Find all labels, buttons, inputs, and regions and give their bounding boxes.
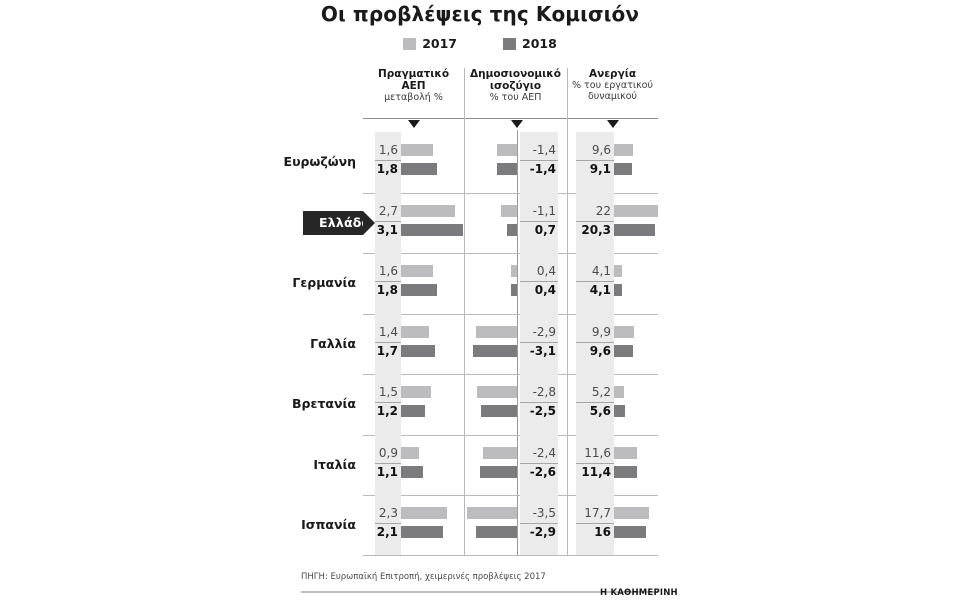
value-underline	[576, 221, 614, 222]
value-fiscal-2017: -2,8	[532, 385, 556, 399]
bar-gdp-2018	[401, 405, 425, 417]
cell-gdp	[363, 253, 464, 314]
value-gdp-2018: 3,1	[376, 222, 398, 237]
bar-fiscal-2018	[497, 163, 517, 175]
legend-label-2017: 2017	[422, 36, 457, 51]
value-underline	[576, 342, 614, 343]
bar-fiscal-2018	[511, 284, 517, 296]
value-gdp-2018: 1,2	[376, 404, 398, 418]
bar-fiscal-2017	[476, 326, 517, 338]
bar-unemp-2017	[614, 386, 624, 398]
value-fiscal-2017: -1,1	[532, 203, 556, 218]
value-underline	[375, 463, 401, 464]
table-row	[363, 193, 658, 254]
value-gdp-2018: 1,8	[376, 162, 398, 176]
value-gdp-2018: 2,1	[376, 525, 398, 539]
row-label: Γαλλία	[310, 335, 356, 351]
table-row	[363, 495, 658, 556]
value-unemp-2017: 17,7	[584, 506, 611, 520]
source-note: ΠΗΓΗ: Ευρωπαϊκή Επιτροπή, χειμερινές προβλέψεις 2017	[301, 572, 546, 582]
bar-fiscal-2017	[511, 265, 517, 277]
row-label: Ιταλία	[313, 456, 356, 472]
legend-label-2018: 2018	[522, 36, 557, 51]
value-fiscal-2017: -2,4	[532, 445, 556, 460]
value-fiscal-2017: -2,9	[532, 324, 556, 339]
value-underline	[520, 281, 558, 282]
bar-fiscal-2018	[473, 345, 517, 357]
bar-gdp-2017	[401, 326, 429, 338]
value-unemp-2017: 9,6	[591, 143, 611, 157]
value-underline	[520, 523, 558, 524]
value-fiscal-2018: -3,1	[529, 343, 556, 358]
bar-fiscal-2018	[480, 466, 517, 478]
value-underline	[520, 342, 558, 343]
bar-gdp-2017	[401, 386, 431, 398]
bar-fiscal-2017	[501, 205, 517, 217]
value-unemp-2018: 9,1	[589, 162, 611, 176]
table-row	[363, 435, 658, 496]
cell-fiscal	[464, 132, 567, 193]
value-unemp-2018: 11,4	[581, 464, 611, 479]
value-unemp-2018: 4,1	[589, 283, 611, 297]
column-header-gdp-subtitle: μεταβολή %	[384, 92, 443, 104]
bar-gdp-2018	[401, 345, 435, 357]
bar-unemp-2018	[614, 224, 655, 236]
row-label: Γερμανία	[292, 275, 356, 291]
row-label: Ελλάδα	[319, 215, 371, 231]
bar-gdp-2017	[401, 507, 447, 519]
cell-gdp	[363, 435, 464, 496]
value-unemp-2018: 5,6	[589, 404, 611, 418]
cell-fiscal	[464, 193, 567, 254]
value-underline	[576, 281, 614, 282]
row-label: Ισπανία	[301, 517, 356, 533]
cell-unemp	[567, 193, 658, 254]
value-gdp-2018: 1,1	[376, 464, 398, 479]
value-unemp-2017: 11,6	[584, 445, 611, 460]
bar-unemp-2017	[614, 265, 622, 277]
value-gdp-2017: 0,9	[378, 445, 398, 460]
bar-gdp-2018	[401, 284, 437, 296]
column-marker-unemployment-icon	[607, 120, 619, 128]
cell-fiscal	[464, 495, 567, 556]
row-label: Βρετανία	[292, 396, 356, 412]
page-title: Οι προβλέψεις της Κομισιόν	[320, 2, 640, 26]
column-header-fiscal-line2: ισοζύγιο	[489, 80, 542, 93]
bar-unemp-2018	[614, 466, 637, 478]
value-unemp-2017: 22	[595, 203, 611, 218]
value-gdp-2017: 2,7	[378, 203, 398, 218]
legend-item-2018	[503, 36, 557, 51]
cell-unemp	[567, 253, 658, 314]
bar-fiscal-2017	[483, 447, 517, 459]
bar-fiscal-2017	[497, 144, 517, 156]
value-underline	[520, 463, 558, 464]
value-gdp-2017: 1,6	[378, 143, 398, 157]
value-gdp-2017: 1,5	[378, 385, 398, 399]
legend-swatch-2018-icon	[503, 38, 516, 50]
value-underline	[375, 281, 401, 282]
cell-unemp	[567, 374, 658, 435]
column-header-unemployment	[567, 68, 658, 102]
value-underline	[576, 463, 614, 464]
bar-gdp-2017	[401, 205, 455, 217]
bar-unemp-2017	[614, 144, 633, 156]
value-unemp-2018: 20,3	[581, 222, 611, 237]
cell-fiscal	[464, 253, 567, 314]
bar-unemp-2018	[614, 345, 633, 357]
value-fiscal-2017: -1,4	[532, 143, 556, 157]
value-gdp-2017: 1,4	[378, 324, 398, 339]
column-marker-gdp-icon	[408, 120, 420, 128]
bar-unemp-2017	[614, 205, 658, 217]
cell-fiscal	[464, 374, 567, 435]
value-underline	[375, 523, 401, 524]
column-header-gdp	[363, 68, 464, 103]
value-fiscal-2018: -1,4	[529, 162, 556, 176]
cell-gdp	[363, 132, 464, 193]
bar-fiscal-2018	[481, 405, 517, 417]
value-unemp-2017: 5,2	[591, 385, 611, 399]
column-header-unemployment-line1: Ανεργία	[588, 68, 637, 80]
value-fiscal-2018: -2,6	[529, 464, 556, 479]
cell-gdp	[363, 314, 464, 375]
bar-gdp-2018	[401, 224, 463, 236]
value-unemp-2017: 4,1	[591, 264, 611, 278]
table-body	[363, 132, 658, 556]
table-row	[363, 374, 658, 435]
cell-fiscal	[464, 314, 567, 375]
value-unemp-2017: 9,9	[591, 324, 611, 339]
value-underline	[520, 221, 558, 222]
bar-fiscal-2018	[476, 526, 517, 538]
bar-unemp-2018	[614, 526, 646, 538]
value-gdp-2017: 1,6	[378, 264, 398, 278]
bar-gdp-2017	[401, 144, 433, 156]
column-header-gdp-line1: Πραγματικό	[377, 68, 450, 80]
table-header	[363, 68, 658, 117]
bar-gdp-2017	[401, 265, 433, 277]
value-underline	[375, 221, 401, 222]
value-underline	[375, 160, 401, 161]
value-gdp-2018: 1,8	[376, 283, 398, 297]
bar-fiscal-2017	[467, 507, 517, 519]
value-gdp-2018: 1,7	[376, 343, 398, 358]
column-marker-fiscal-icon	[511, 120, 523, 128]
value-underline	[520, 402, 558, 403]
bar-fiscal-2018	[507, 224, 517, 236]
value-fiscal-2018: -2,9	[529, 525, 556, 539]
value-unemp-2018: 9,6	[589, 343, 611, 358]
bar-gdp-2017	[401, 447, 419, 459]
forecast-table	[363, 68, 658, 555]
value-unemp-2018: 16	[594, 525, 611, 539]
cell-unemp	[567, 314, 658, 375]
column-header-unemployment-subtitle: % του εργατικού	[572, 80, 653, 92]
column-header-fiscal	[464, 68, 567, 103]
brand-logo: Η ΚΑΘΗΜΕΡΙΝΗ	[600, 588, 678, 598]
legend-item-2017	[403, 36, 457, 51]
bar-gdp-2018	[401, 466, 423, 478]
row-highlight-tag-Ελλάδα	[303, 211, 371, 235]
bar-fiscal-2017	[477, 386, 517, 398]
value-fiscal-2017: 0,4	[536, 264, 556, 278]
cell-gdp	[363, 193, 464, 254]
value-underline	[375, 402, 401, 403]
table-row	[363, 314, 658, 375]
cell-gdp	[363, 374, 464, 435]
column-header-fiscal-subtitle: % του ΑΕΠ	[489, 92, 542, 104]
column-header-gdp-line2: ΑΕΠ	[401, 80, 426, 93]
bar-unemp-2018	[614, 284, 622, 296]
value-underline	[520, 160, 558, 161]
cell-fiscal	[464, 435, 567, 496]
value-underline	[576, 523, 614, 524]
column-header-fiscal-line1: Δημοσιονομικό	[470, 68, 561, 80]
bar-unemp-2017	[614, 507, 649, 519]
value-underline	[576, 160, 614, 161]
bar-gdp-2018	[401, 526, 443, 538]
row-label: Ευρωζώνη	[283, 154, 356, 170]
value-fiscal-2017: -3,5	[532, 506, 556, 520]
value-fiscal-2018: 0,4	[534, 283, 556, 297]
cell-unemp	[567, 132, 658, 193]
bar-unemp-2017	[614, 447, 637, 459]
bar-gdp-2018	[401, 163, 437, 175]
value-gdp-2017: 2,3	[378, 506, 398, 520]
value-fiscal-2018: -2,5	[529, 404, 556, 418]
bar-unemp-2018	[614, 405, 625, 417]
table-row	[363, 253, 658, 314]
legend	[0, 36, 960, 51]
cell-gdp	[363, 495, 464, 556]
cell-unemp	[567, 435, 658, 496]
value-underline	[576, 402, 614, 403]
value-fiscal-2018: 0,7	[534, 222, 556, 237]
bar-unemp-2018	[614, 163, 632, 175]
header-divider	[363, 118, 658, 119]
legend-swatch-2017-icon	[403, 38, 416, 50]
table-bottom-border	[363, 555, 658, 556]
table-row	[363, 132, 658, 193]
value-underline	[375, 342, 401, 343]
cell-unemp	[567, 495, 658, 556]
column-header-unemployment-subtitle2: δυναμικού	[587, 91, 638, 103]
bar-unemp-2017	[614, 326, 634, 338]
